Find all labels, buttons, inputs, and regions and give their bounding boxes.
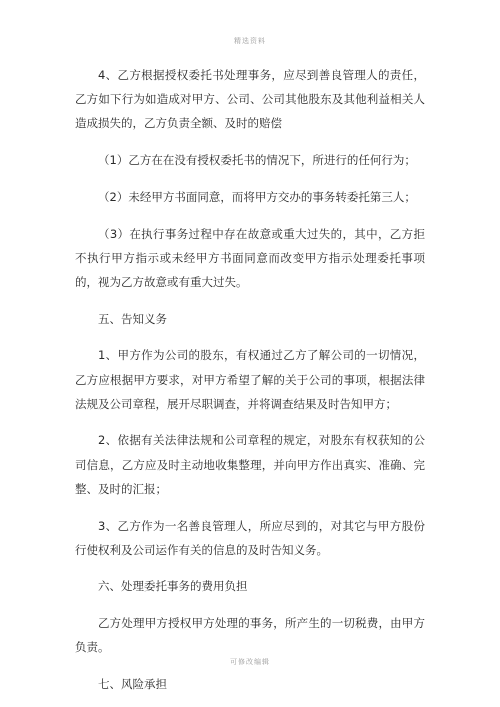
document-body <box>75 63 425 696</box>
page-footer: 可修改编辑 <box>230 658 270 666</box>
clause-5-1-paragraph: 1、甲方作为公司的股东，有权通过乙方了解公司的一切情况，乙方应根据甲方要求，对甲方希望了解的关于公司的事项，根据法律法规及公司章程，展开尽职调查，并将调查结果及时告知甲方； <box>75 348 425 411</box>
section-7-heading: 七、风险承担 <box>98 677 167 692</box>
item-2-paragraph: （2）未经甲方书面同意，而将甲方交办的事务转委托第三人； <box>98 189 416 204</box>
clause-5-2-paragraph: 2、依据有关法律法规和公司章程的规定，对股东有权获知的公司信息，乙方应及时主动地收集整理，并向甲方作出真实、准确、完整、及时的汇报； <box>75 433 425 496</box>
section-5-heading: 五、告知义务 <box>98 311 167 326</box>
section-6-heading: 六、处理委托事务的费用负担 <box>98 579 248 594</box>
clause-5-3-paragraph: 3、乙方作为一名善良管理人，所应尽到的，对其它与甲方股份行使权利及公司运作有关的信息的及时告知义务。 <box>75 518 425 557</box>
item-3-paragraph: （3）在执行事务过程中存在故意或重大过失的，其中，乙方拒不执行甲方指示或未经甲方书面同意而改变甲方指示处理委托事项的，视为乙方故意或有重大过失。 <box>75 226 425 289</box>
clause-4-paragraph: 4、乙方根据授权委托书处理事务，应尽到善良管理人的责任，乙方如下行为如造成对甲方、公司、公司其他股东及其他利益相关人造成损失的，乙方负责全额、及时的赔偿 <box>75 68 425 131</box>
page-header: 精选资料 <box>234 37 266 45</box>
item-1-paragraph: （1）乙方在在没有授权委托书的情况下，所进行的任何行为； <box>98 153 416 168</box>
clause-6-paragraph: 乙方处理甲方授权甲方处理的事务，所产生的一切税费，由甲方负责。 <box>75 616 425 655</box>
